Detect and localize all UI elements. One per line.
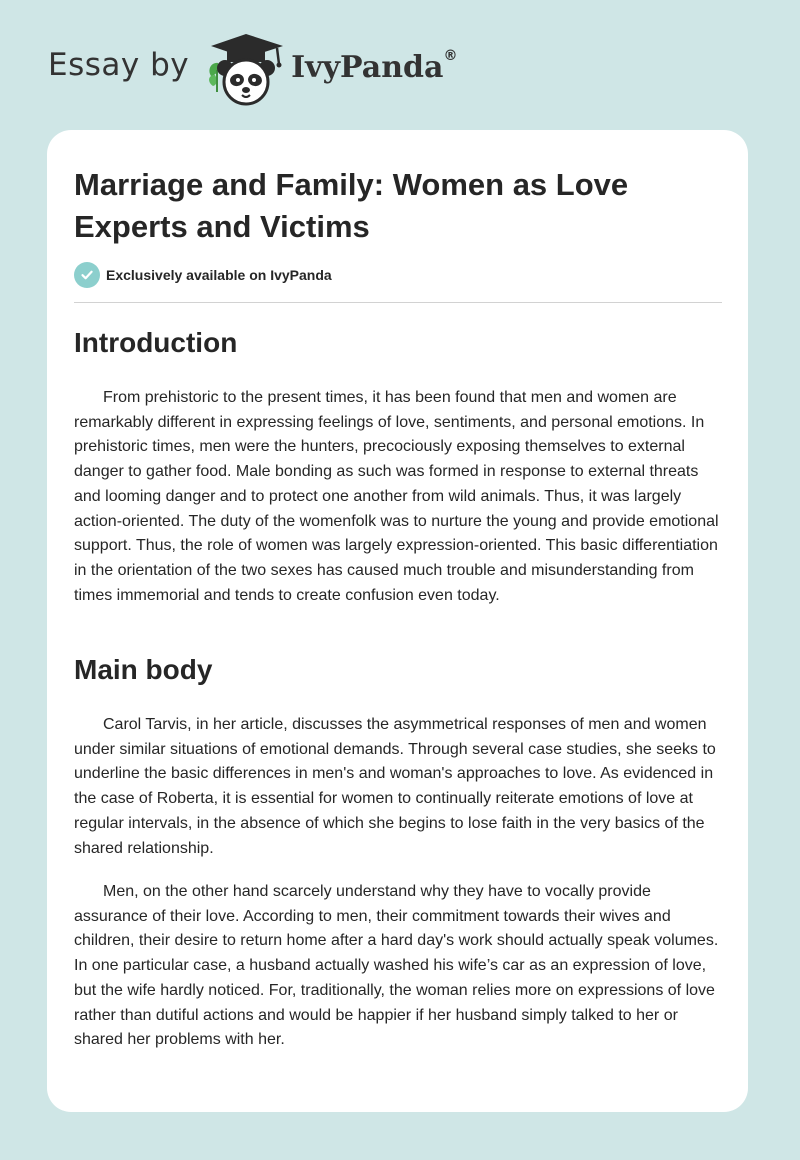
essay-by-label: Essay by <box>48 47 190 83</box>
paragraph-main-body-2: Men, on the other hand scarcely understand why they have to vocally provide assurance of their love. According to men, their commitment towards their wives and children, their desire to return home after a hard day's work should actually speak volumes. In one particular case, a husband actually washed his wife’s car as an expression of love, but the wife hardly noticed. For, traditionally, the woman relies more on expressions of love rather than dutiful actions and would be happier if her husband simply talked to her or shared her problems with her. <box>74 883 719 1049</box>
panda-graduate-logo-icon <box>205 30 287 110</box>
exclusive-label: Exclusively available on IvyPanda <box>106 267 332 283</box>
check-icon <box>74 262 100 288</box>
essay-card <box>47 130 748 1112</box>
essay-title: Marriage and Family: Women as Love Experts and Victims <box>74 167 629 244</box>
site-header-brand[interactable] <box>48 30 457 110</box>
title-divider <box>74 302 722 303</box>
paragraph-main-body-1: Carol Tarvis, in her article, discusses the asymmetrical responses of men and women under similar situations of emotional demands. Through several case studies, she seeks to underline the basic differences in men's and woman's approaches to love. As evidenced in the case of Roberta, it is essential for women to continually reiterate emotions of love at regular intervals, in the absence of which she begins to lose faith in the very basics of the shared relationship. <box>74 716 716 857</box>
section-heading-introduction: Introduction <box>74 327 238 358</box>
brand-name-text: IvyPanda <box>291 49 444 85</box>
paragraph-introduction-1: From prehistoric to the present times, it has been found that men and women are remarkably different in expressing feelings of love, sentiments, and personal emotions. In prehistoric times, men were the hunters, precociously exposing themselves to external danger to gather food. Male bonding as such was formed in response to external threats and looming danger and to protect one another from wild animals. Thus, it was largely action-oriented. The duty of the womenfolk was to nurture the young and provide emotional support. Thus, the role of women was largely expression-oriented. This basic differentiation in the orientation of the two sexes has caused much trouble and misunderstanding from times immemorial and tends to create confusion even today. <box>74 389 719 604</box>
registered-mark: ® <box>443 47 458 64</box>
ivypanda-brand-name <box>291 47 458 85</box>
section-heading-main-body: Main body <box>74 654 213 685</box>
exclusive-badge <box>74 262 332 288</box>
